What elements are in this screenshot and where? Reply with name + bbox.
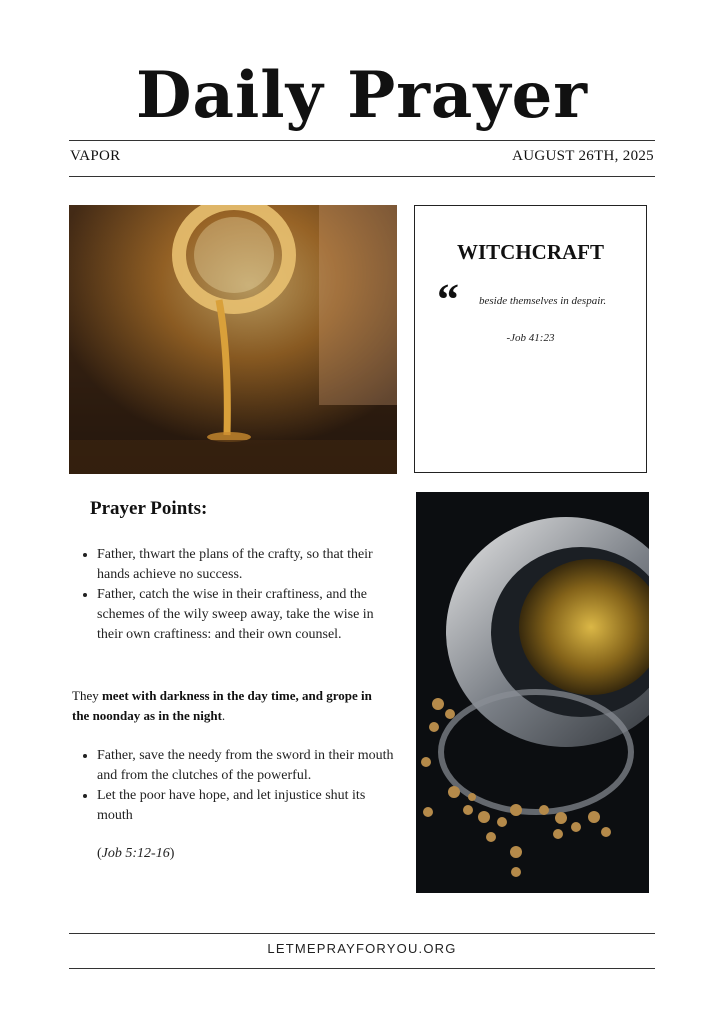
quote-box	[414, 205, 647, 473]
list-item: • Father, save the needy from the sword in their mouth and from the clutches of the powerful.	[97, 746, 397, 786]
verse-lead: They	[72, 688, 102, 703]
ref-open: (	[97, 846, 102, 861]
prayer-points-list-b	[77, 746, 397, 826]
verse-bold: meet with darkness in the day time, and grope in the noonday as in the night	[72, 688, 372, 723]
verse-end: .	[221, 708, 226, 723]
masthead-title: Daily Prayer	[136, 58, 588, 133]
header-rule-top	[69, 140, 655, 141]
list-item: • Father, catch the wise in their craftiness, and the schemes of the wily sweep away, take the wise in their own craftiness: and their own counsel.	[97, 585, 397, 645]
verse-paragraph	[72, 686, 372, 726]
prayer-points-heading: Prayer Points:	[90, 498, 208, 519]
scripture-reference	[97, 846, 174, 862]
quote-mark-icon: “	[437, 275, 459, 324]
oil-bowl-illustration	[416, 492, 649, 893]
oil-bowl-photo	[416, 492, 649, 893]
list-item: • Father, thwart the plans of the crafty, so that their hands achieve no success.	[97, 545, 397, 585]
quote-title: WITCHCRAFT	[456, 240, 604, 264]
header-rule-bottom	[69, 176, 655, 177]
footer-url[interactable]: LETMEPRAYFORYOU.ORG	[267, 941, 457, 956]
ref-text: Job 5:12-16	[101, 846, 170, 861]
prayer-points-list-a	[77, 545, 397, 645]
meta-date: AUGUST 26TH, 2025	[512, 148, 654, 164]
footer-rule-bottom	[69, 968, 655, 969]
list-item: • Let the poor have hope, and let injustice shut its mouth	[97, 786, 397, 826]
ref-close: )	[169, 846, 175, 861]
quote-text: beside themselves in despair.	[479, 295, 607, 307]
quote-reference: -Job 41:23	[506, 332, 555, 344]
footer-rule-top	[69, 933, 655, 934]
meta-category: VAPOR	[70, 148, 121, 164]
oil-pour-photo	[69, 205, 397, 474]
oil-pour-illustration	[69, 205, 397, 474]
